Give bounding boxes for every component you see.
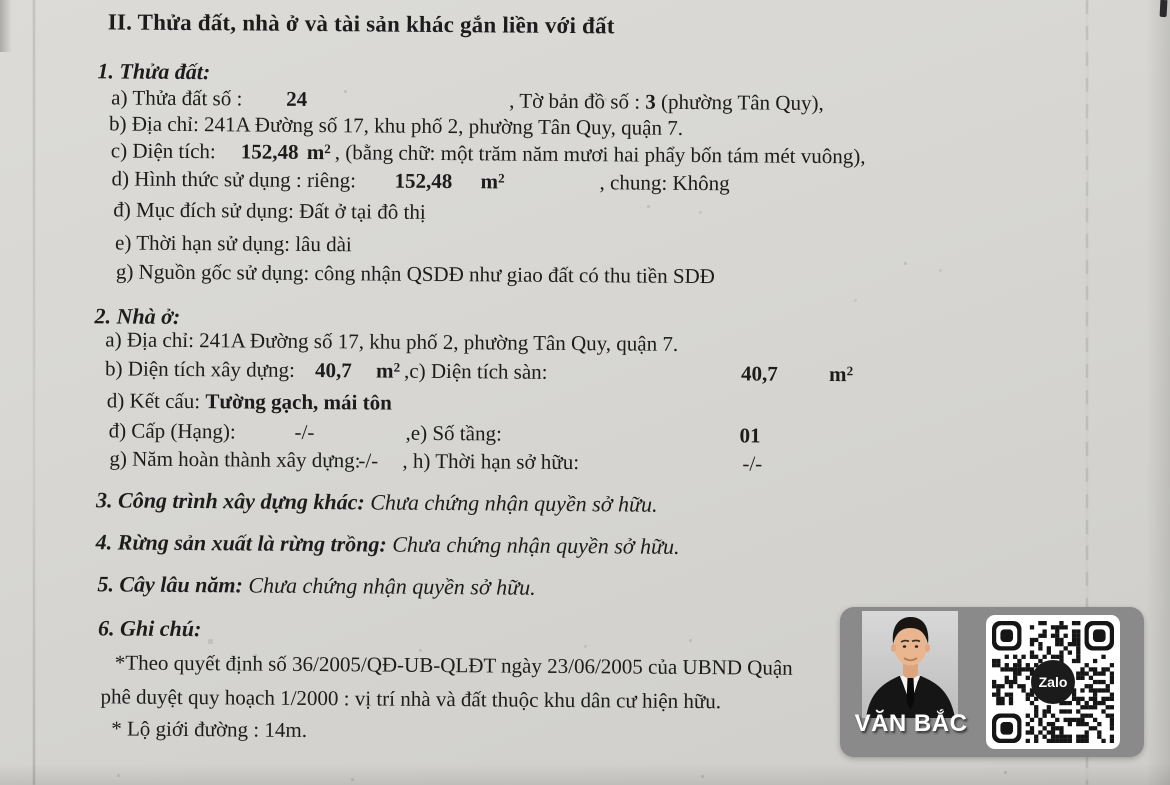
use-form-label: d) Hình thức sử dụng : riêng: xyxy=(111,166,357,193)
perennial-trees-label: 5. Cây lâu năm: xyxy=(97,571,249,598)
zalo-logo: Zalo xyxy=(1031,660,1075,704)
completion-year-value: -/- xyxy=(358,448,379,473)
line-plot-address: b) Địa chỉ: 241A Đường số 17, khu phố 2, phường Tân Quy, quận 7. xyxy=(108,111,684,140)
plot-number-value: 24 xyxy=(286,86,308,111)
plot-area-unit: $m^2$ xyxy=(306,139,331,165)
note-road-boundary: * Lộ giới đường : 14m. xyxy=(111,716,308,742)
plot-number-label: a) Thửa đất số : xyxy=(111,85,243,111)
perennial-trees-value: Chưa chứng nhận quyền sở hữu. xyxy=(248,572,536,600)
page-title: II. Thửa đất, nhà ở và tài sản khác gắn liền với đất xyxy=(107,9,615,39)
agent-portrait-graphic xyxy=(862,611,958,718)
section1-title: 1. Thửa đất: xyxy=(97,58,211,85)
section6-title: 6. Ghi chú: xyxy=(97,615,202,642)
grade-label: đ) Cấp (Hạng): xyxy=(108,418,236,444)
ownership-term-value: -/- xyxy=(742,451,763,476)
map-sheet-value: 3 xyxy=(645,89,656,114)
floor-area-value: 40,7 xyxy=(740,361,778,386)
other-constructions-value: Chưa chứng nhận quyền sở hữu. xyxy=(370,489,658,517)
floor-area-unit: $m^2$ xyxy=(828,362,854,387)
other-constructions-label: 3. Công trình xây dựng khác: xyxy=(95,487,371,515)
line-use-purpose: đ) Mục đích sử dụng: Đất ở tại đô thị xyxy=(113,197,426,224)
floors-value: 01 xyxy=(739,423,761,448)
agent-name: VĂN BẮC xyxy=(854,710,968,737)
build-area-unit: $m^2$ xyxy=(376,358,401,383)
use-form-private-value: 152,48 xyxy=(394,168,453,194)
agent-photo xyxy=(862,611,958,718)
structure-value: Tường gạch, mái tôn xyxy=(205,389,392,415)
production-forest-label: 4. Rừng sản xuất là rừng trồng: xyxy=(95,529,393,557)
structure-label: d) Kết cấu: xyxy=(106,388,206,414)
floors-label: ,e) Số tầng: xyxy=(405,420,502,446)
floor-area-label: ,c) Diện tích sàn: xyxy=(404,358,548,384)
note-decision: *Theo quyết định số 36/2005/QĐ-UB-QLĐT ngày 23/06/2005 của UBND Quận xyxy=(114,650,793,680)
plot-area-value: 152,48 xyxy=(240,139,299,164)
plot-area-label: c) Diện tích: xyxy=(110,138,216,164)
build-area-value: 40,7 xyxy=(315,358,352,383)
use-form-unit: $m^2$ xyxy=(480,169,505,194)
grade-value: -/- xyxy=(294,419,315,445)
line-use-term: e) Thời hạn sử dụng: lâu dài xyxy=(115,230,352,257)
map-sheet: , Tờ bản đồ số : 3 (phường Tân Quy), xyxy=(509,88,824,116)
line-house-address: a) Địa chỉ: 241A Đường số 17, khu phố 2, phường Tân Quy, quận 7. xyxy=(105,327,679,356)
line-use-origin: g) Nguồn gốc sử dụng: công nhận QSDĐ như giao đất có thu tiền SDĐ xyxy=(115,259,715,289)
build-area-label: b) Diện tích xây dựng: xyxy=(105,356,296,382)
agent-watermark-content xyxy=(840,607,1144,757)
section2-title: 2. Nhà ở: xyxy=(94,303,181,329)
line-other-constructions xyxy=(96,487,658,518)
line-structure xyxy=(107,388,392,415)
ownership-term-label: , h) Thời hạn sở hữu: xyxy=(402,448,580,475)
use-form-common: , chung: Không xyxy=(599,170,730,196)
completion-year-label: g) Năm hoàn thành xây dựng: xyxy=(109,446,361,473)
line-perennial-trees xyxy=(97,571,535,601)
production-forest-value: Chưa chứng nhận quyền sở hữu. xyxy=(392,531,680,559)
line-production-forest xyxy=(96,529,680,560)
plot-area-words: , (bằng chữ: một trăm năm mươi hai phẩy bốn tám mét vuông), xyxy=(334,140,866,169)
zalo-qr-code xyxy=(986,615,1120,749)
note-planning: phê duyệt quy hoạch 1/2000 : vị trí nhà và đất thuộc khu dân cư hiện hữu. xyxy=(100,684,722,714)
